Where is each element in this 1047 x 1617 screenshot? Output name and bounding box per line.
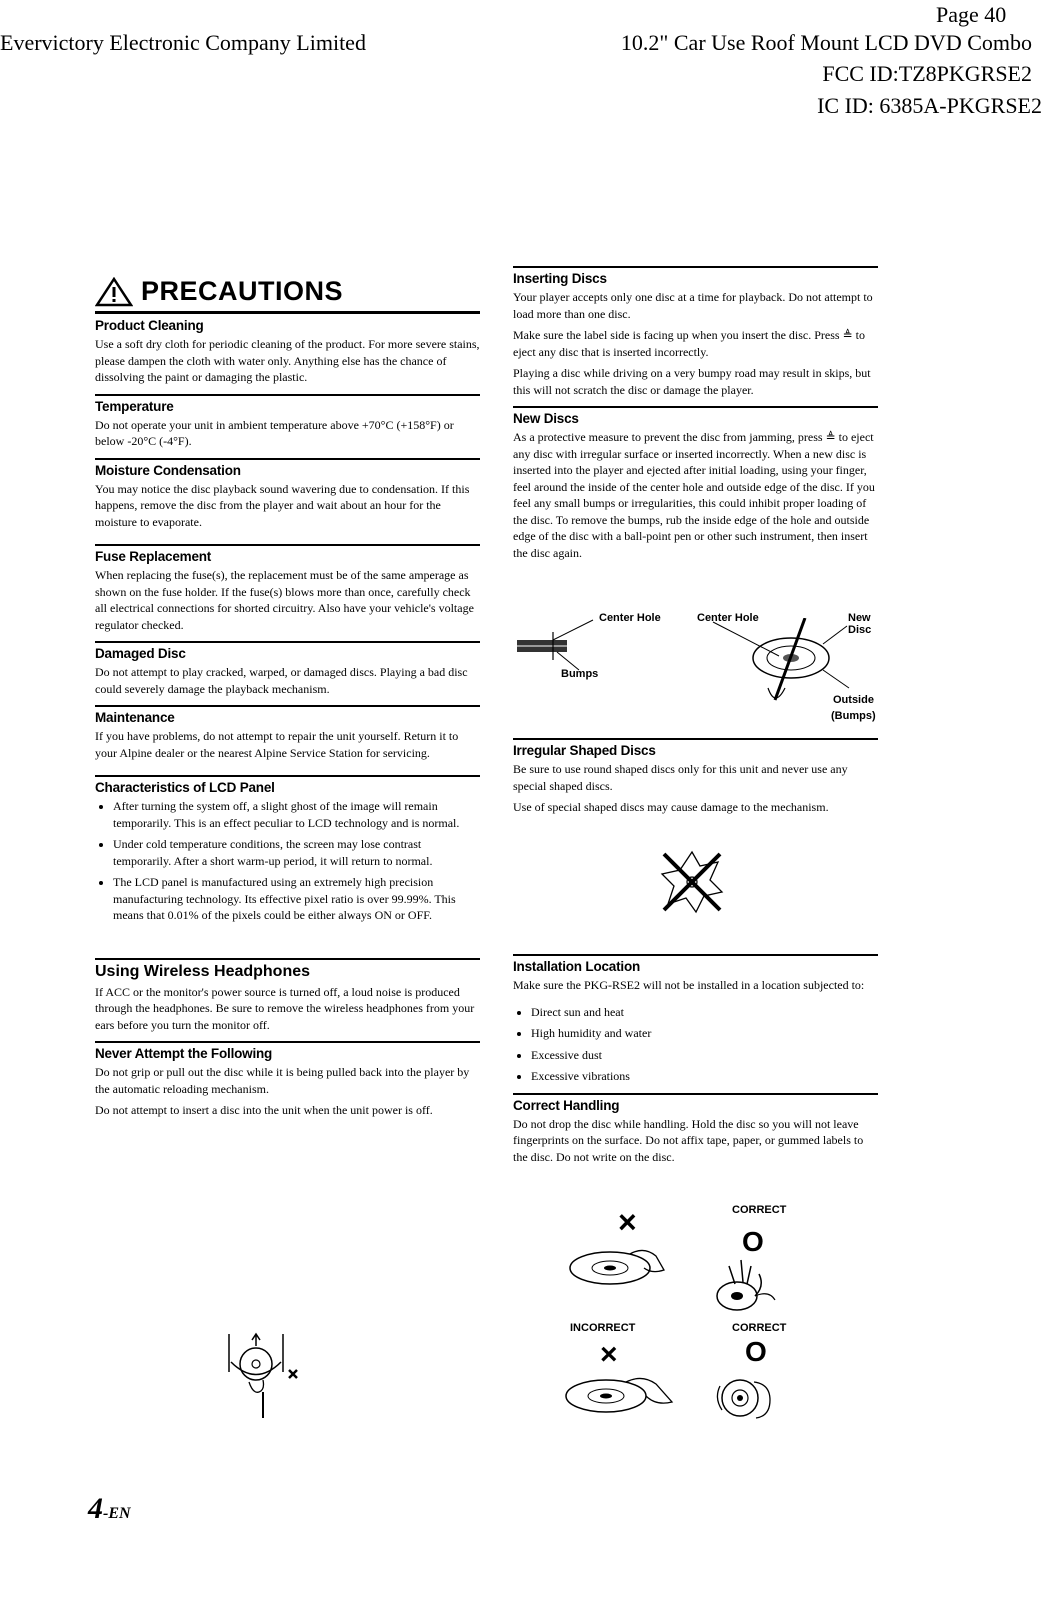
section-heading: Temperature [95,398,174,414]
section-new-discs [513,406,878,561]
section-text: You may notice the disc playback sound wavering due to condensation. If this happens, remove the disc from the player and wait about an hour for the moisture to evaporate. [95,481,470,529]
section-heading: Using Wireless Headphones [95,962,311,980]
section-heading: Characteristics of LCD Panel [95,780,275,795]
list-item: • The LCD panel is manufactured using an extremely high precision manufacturing technology. Its effective pixel ratio is over 99.99%. This means that 0.01% of the pixels could be either always ON or OFF. [113,874,480,924]
right-column-bottom [513,954,878,1170]
caption-center-hole-2: Center Hole [697,612,759,624]
section-text: Do not operate your unit in ambient temperature above +70°C (+158°F) or below -20°C (-4°F). [95,417,454,448]
section-text: Make sure the label side is facing up when you insert the disc. Press ≜ to eject any disc that is inserted incorrectly. [513,328,865,359]
left-column [95,276,480,1124]
installation-list [513,1004,878,1085]
section-heading: Fuse Replacement [95,549,212,564]
section-heading: Damaged Disc [95,646,186,661]
section-heading: Moisture Condensation [95,462,241,478]
warning-icon [95,277,133,307]
section-text: Do not attempt to insert a disc into the unit when the unit power is off. [95,1103,433,1117]
section-handling [513,1093,878,1166]
section-heading: New Discs [513,411,579,426]
section-text: Use of special shaped discs may cause damage to the mechanism. [513,800,829,814]
company-name: Evervictory Electronic Company Limited [0,30,366,55]
list-item: • Direct sun and heat [531,1004,878,1021]
list-item: • After turning the system off, a slight ghost of the image will remain temporarily. This is an effect peculiar to LCD technology and is normal. [113,798,480,831]
caption-outside-bumps: (Bumps) [831,710,876,722]
page-label [88,1492,131,1526]
section-text: If you have problems, do not attempt to repair the unit yourself. Return it to your Alpine dealer or the nearest Alpine Service Station for servicing. [95,729,459,760]
correct-mark-top: O [742,1226,764,1257]
page-label-number: 4 [88,1492,103,1525]
section-text: Playing a disc while driving on a very bumpy road may result in skips, but this will not scratch the disc or damage the player. [513,366,871,397]
section-heading: Inserting Discs [513,271,607,286]
section-heading: Never Attempt the Following [95,1046,273,1061]
list-item: • High humidity and water [531,1025,878,1042]
section-text: As a protective measure to prevent the disc from jamming, press ≜ to eject any disc with irregular surface or inserted incorrectly. When a new disc is inserted into the player and ejected after initial loading, using your finger, feel around the inside of the center hole and outside edge of the disc. If you feel any small bumps or irregularities, this could inhibit proper loading of the disc. To remove the bumps, rub the inside edge of the hole and outside edge of the disc with a ball-point pen or other such instrument, then insert the disc again. [513,430,875,560]
section-product-cleaning [95,318,480,386]
section-moisture [95,458,480,531]
section-installation [513,954,878,1085]
section-text: Be sure to use round shaped discs only for this unit and never use any special shaped discs. [513,762,848,793]
insert-disc-illustration [225,1332,310,1422]
caption-incorrect: INCORRECT [570,1322,636,1334]
list-item: • Under cold temperature conditions, the screen may lose contrast temporarily. After a short warm-up period, it will return to normal. [113,836,480,869]
section-text: Do not drop the disc while handling. Hold the disc so you will not leave fingerprints on the surface. Do not affix tape, paper, or gummed labels to the disc. Do not write on the disc. [513,1116,864,1164]
new-disc-figure [513,612,878,733]
section-lcd [95,775,480,924]
precautions-header [95,276,480,314]
section-text: Do not grip or pull out the disc while it is being pulled back into the player by the automatic reloading mechanism. [95,1065,470,1096]
fcc-id: FCC ID:TZ8PKGRSE2 [822,61,1032,86]
caption-outside: Outside [833,694,874,706]
incorrect-mark-bottom: × [600,1338,618,1371]
right-column-lower [513,738,878,821]
section-text: When replacing the fuse(s), the replacement must be of the same amperage as shown on the fuse holder. If the fuse(s) blows more than once, carefully check all electrical connections for shorted circuitry. Also have your vehicle's voltage regulator checked. [95,568,474,632]
page-number: Page 40 [936,2,1007,27]
section-text: Make sure the PKG-RSE2 will not be installed in a location subjected to: [513,978,865,992]
section-inserting [513,266,878,398]
section-text: Your player accepts only one disc at a time for playback. Do not attempt to load more than one disc. [513,290,873,321]
ic-id: IC ID: 6385A-PKGRSE2 [817,93,1042,118]
caption-bumps: Bumps [561,668,599,680]
incorrect-handling-illustration [560,1240,670,1292]
section-maintenance [95,705,480,761]
caption-center-hole: Center Hole [599,612,661,624]
correct-mark-bottom: O [745,1336,767,1367]
correct-handling-illustration [705,1256,785,1316]
section-damaged-disc [95,641,480,697]
correct-handling-illustration-2 [710,1364,780,1424]
incorrect-handling-illustration-2 [560,1370,680,1420]
section-irregular [513,738,878,816]
page-label-suffix: -EN [103,1505,131,1522]
section-heading: Correct Handling [513,1097,620,1113]
section-never [95,1041,480,1119]
page-title: PRECAUTIONS [141,276,344,306]
incorrect-mark: × [618,1204,637,1240]
section-text: Do not attempt to play cracked, warped, or damaged discs. Playing a bad disc could severely damage the playback mechanism. [95,665,468,696]
section-text: If ACC or the monitor's power source is turned off, a loud noise is produced through the headphones. Be sure to remove the wireless headphones from your ears before you turn the monitor off. [95,984,475,1032]
list-item: • Excessive vibrations [531,1068,878,1085]
irregular-disc-illustration [660,850,724,914]
section-heading: Maintenance [95,710,175,725]
section-fuse [95,544,480,633]
caption-correct-top: CORRECT [732,1204,787,1216]
section-text: Use a soft dry cloth for periodic cleaning of the product. For more severe stains, please dampen the cloth with water only. Anything else has the chance of dissolving the paint or damaging the plastic. [95,337,480,384]
caption-new-disc: New Disc [848,612,872,636]
list-item: • Excessive dust [531,1047,878,1064]
section-heading: Irregular Shaped Discs [513,743,656,758]
product-name: 10.2" Car Use Roof Mount LCD DVD Combo [620,30,1032,55]
section-wireless [95,958,480,1034]
right-column [513,266,878,566]
section-heading: Product Cleaning [95,318,204,333]
handling-figure [560,1198,880,1428]
section-heading: Installation Location [513,959,641,974]
lcd-list [95,798,480,924]
section-temperature [95,394,480,450]
caption-correct-bottom: CORRECT [732,1322,787,1334]
